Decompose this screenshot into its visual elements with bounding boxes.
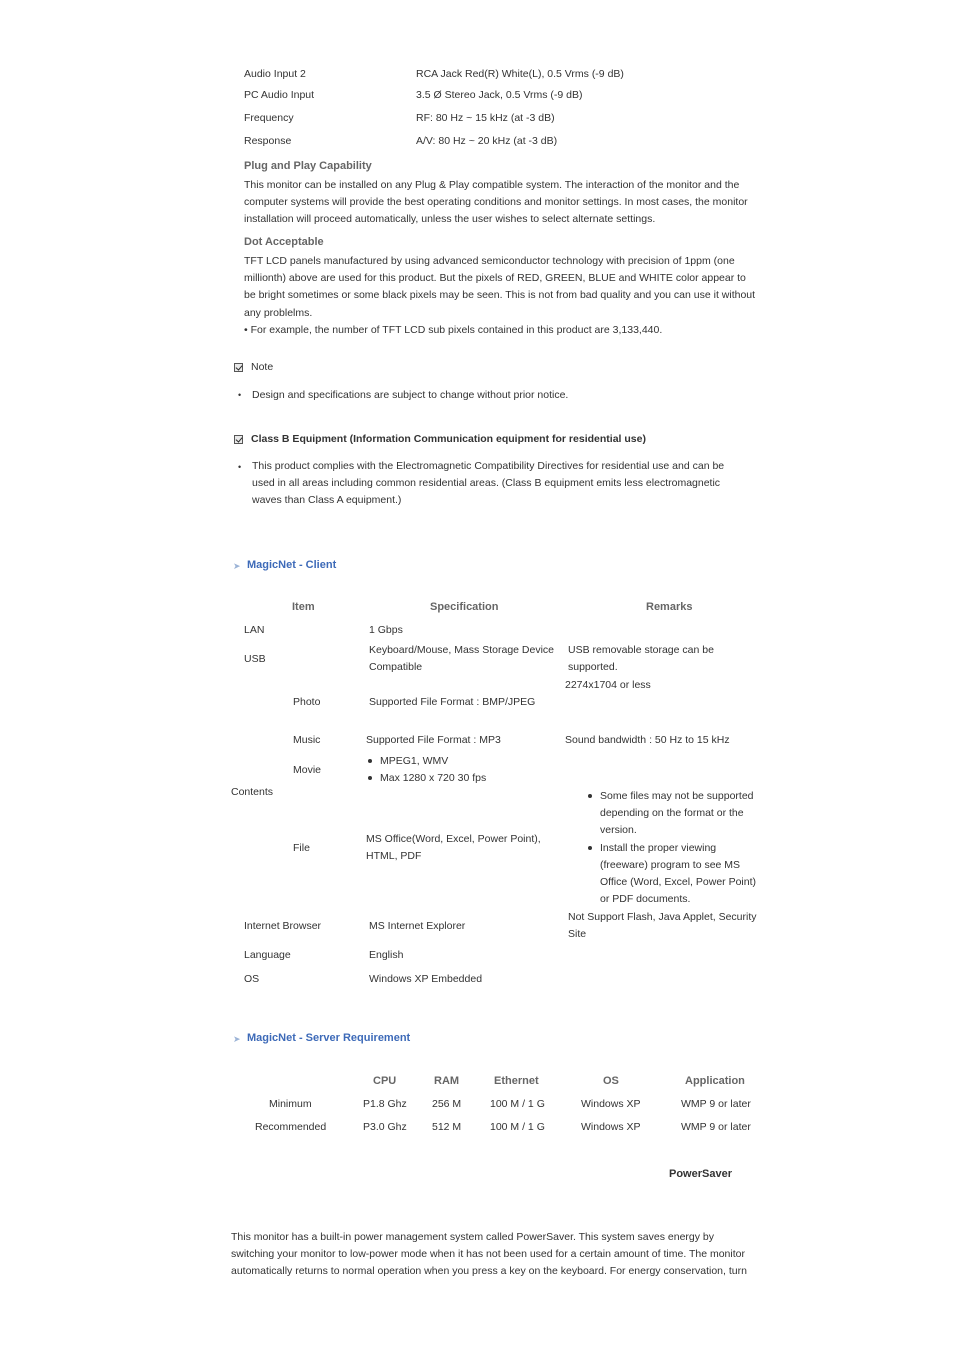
spec-value: 3.5 Ø Stereo Jack, 0.5 Vrms (-9 dB) (416, 89, 583, 101)
bullet-icon (588, 794, 592, 798)
text-line: used in all areas including common residential areas. (Class B equipment emits less electromagnetic (252, 477, 721, 490)
spec-cell: MS Internet Explorer (369, 920, 466, 932)
note-bullet-text: Design and specifications are subject to change without prior notice. (252, 389, 569, 401)
text-line: This product complies with the Electromagnetic Compatibility Directives for residential use and can be (252, 460, 725, 472)
remark-list-line: Install the proper viewing (600, 842, 717, 854)
table-row-label: Recommended (255, 1121, 327, 1133)
table-cell: 512 M (432, 1121, 462, 1133)
spec-list-item: Max 1280 x 720 30 fps (380, 772, 487, 784)
text-line: This monitor can be installed on any Plug & Play compatible system. The interaction of the monitor and the (244, 179, 740, 191)
spec-cell: Compatible (369, 661, 423, 673)
bullet-icon (588, 846, 592, 850)
spec-list-item: MPEG1, WMV (380, 755, 449, 767)
row-label-music: Music (293, 734, 321, 746)
remark-cell: USB removable storage can be (568, 644, 714, 656)
row-label-language: Language (244, 949, 291, 961)
arrow-right-icon: ➤ (233, 561, 241, 571)
column-header-specification: Specification (430, 601, 499, 613)
spec-label: Frequency (244, 112, 294, 124)
text-line: TFT LCD panels manufactured by using advanced semiconductor technology with precision of 1ppm (one (244, 255, 735, 267)
table-cell: 100 M / 1 G (490, 1121, 545, 1133)
remark-cell: 2274x1704 or less (565, 679, 651, 691)
text-line: installation will proceed automatically, unless the user wishes to select alternate settings. (244, 213, 656, 226)
note-title: Note (251, 361, 274, 373)
remark-list-line: (freeware) program to see MS (600, 859, 741, 871)
table-cell: Windows XP (581, 1121, 641, 1133)
remark-cell: Sound bandwidth : 50 Hz to 15 kHz (565, 734, 730, 746)
powersaver-text (231, 1229, 791, 1281)
table-row-label: Minimum (269, 1098, 312, 1110)
spec-label: Response (244, 135, 292, 147)
column-header-ethernet: Ethernet (494, 1075, 539, 1087)
text-line: millionth) above are used for this product. But the pixels of RED, GREEN, BLUE and WHITE color appear to (244, 272, 746, 285)
table-cell: Windows XP (581, 1098, 641, 1110)
table-cell: WMP 9 or later (681, 1121, 751, 1133)
text-line: any problelms. (244, 306, 313, 319)
row-label-photo: Photo (293, 696, 321, 708)
table-cell: P1.8 Ghz (363, 1098, 407, 1110)
arrow-right-icon: ➤ (233, 1034, 241, 1044)
spec-value: A/V: 80 Hz ~ 20 kHz (at -3 dB) (416, 135, 558, 147)
spec-value: RCA Jack Red(R) White(L), 0.5 Vrms (-9 dB) (416, 68, 624, 80)
server-section-title: MagicNet - Server Requirement (247, 1032, 411, 1044)
spec-cell: MS Office(Word, Excel, Power Point), (366, 833, 541, 845)
bullet-icon (368, 776, 372, 780)
text-line: • For example, the number of TFT LCD sub pixels contained in this product are 3,133,440. (244, 323, 663, 336)
column-header-application: Application (685, 1075, 745, 1087)
plug-play-title: Plug and Play Capability (244, 160, 372, 172)
spec-cell: English (369, 949, 404, 961)
spec-cell: Supported File Format : BMP/JPEG (369, 696, 536, 708)
remark-cell: Not Support Flash, Java Applet, Security (568, 911, 757, 923)
column-header-cpu: CPU (373, 1075, 397, 1087)
remark-list-line: Office (Word, Excel, Power Point) (600, 876, 756, 888)
text-line: computer systems will provide the best operating conditions and monitor settings. In most cases, the monitor (244, 196, 748, 209)
text-line: automatically returns to normal operation when you press a key on the keyboard. For energy conservation, turn (231, 1265, 747, 1278)
table-cell: P3.0 Ghz (363, 1121, 407, 1133)
row-label-movie: Movie (293, 764, 322, 776)
text-line: switching your monitor to low-power mode when it has not been used for a certain amount of time. The monitor (231, 1248, 745, 1261)
spec-cell: Windows XP Embedded (369, 973, 483, 985)
table-cell: 100 M / 1 G (490, 1098, 545, 1110)
table-cell: 256 M (432, 1098, 462, 1110)
spec-label: Audio Input 2 (244, 68, 306, 80)
remark-list-line: Some files may not be supported (600, 790, 754, 802)
row-label-contents: Contents (231, 786, 274, 798)
class-b-title: Class B Equipment (Information Communication equipment for residential use) (251, 433, 646, 445)
class-b-text (252, 458, 752, 510)
table-cell: WMP 9 or later (681, 1098, 751, 1110)
remark-list-line: depending on the format or the (600, 807, 744, 819)
text-line: This monitor has a built-in power management system called PowerSaver. This system saves energy by (231, 1231, 715, 1243)
row-label-os: OS (244, 973, 260, 985)
bullet-icon: • (238, 390, 242, 400)
bullet-icon (368, 759, 372, 763)
row-label-lan: LAN (244, 624, 265, 636)
dot-acceptable-title: Dot Acceptable (244, 236, 324, 248)
bullet-icon: • (238, 462, 242, 472)
dot-acceptable-text (244, 253, 784, 339)
plug-play-text (244, 177, 784, 229)
column-header-remarks: Remarks (646, 601, 693, 613)
powersaver-title: PowerSaver (669, 1168, 732, 1180)
column-header-item: Item (292, 601, 315, 613)
spec-label: PC Audio Input (244, 89, 315, 101)
remark-list-line: or PDF documents. (600, 893, 691, 905)
remark-list-line: version. (600, 824, 637, 836)
spec-cell: Keyboard/Mouse, Mass Storage Device (369, 644, 555, 656)
spec-cell: 1 Gbps (369, 624, 403, 636)
text-line: waves than Class A equipment.) (252, 494, 402, 507)
note-icon (234, 435, 243, 444)
row-label-usb: USB (244, 653, 266, 665)
row-label-file: File (293, 842, 310, 854)
remark-cell: supported. (568, 661, 618, 673)
column-header-ram: RAM (434, 1075, 460, 1087)
text-line: be bright sometimes or some black pixels may be seen. This is not from bad quality and you can use it without (244, 289, 756, 302)
spec-cell: HTML, PDF (366, 850, 422, 862)
client-section-title: MagicNet - Client (247, 559, 337, 571)
column-header-os: OS (603, 1075, 619, 1087)
row-label-internet-browser: Internet Browser (244, 920, 322, 932)
spec-cell: Supported File Format : MP3 (366, 734, 501, 746)
spec-value: RF: 80 Hz ~ 15 kHz (at -3 dB) (416, 112, 555, 124)
note-icon (234, 363, 243, 372)
remark-cell: Site (568, 928, 587, 940)
